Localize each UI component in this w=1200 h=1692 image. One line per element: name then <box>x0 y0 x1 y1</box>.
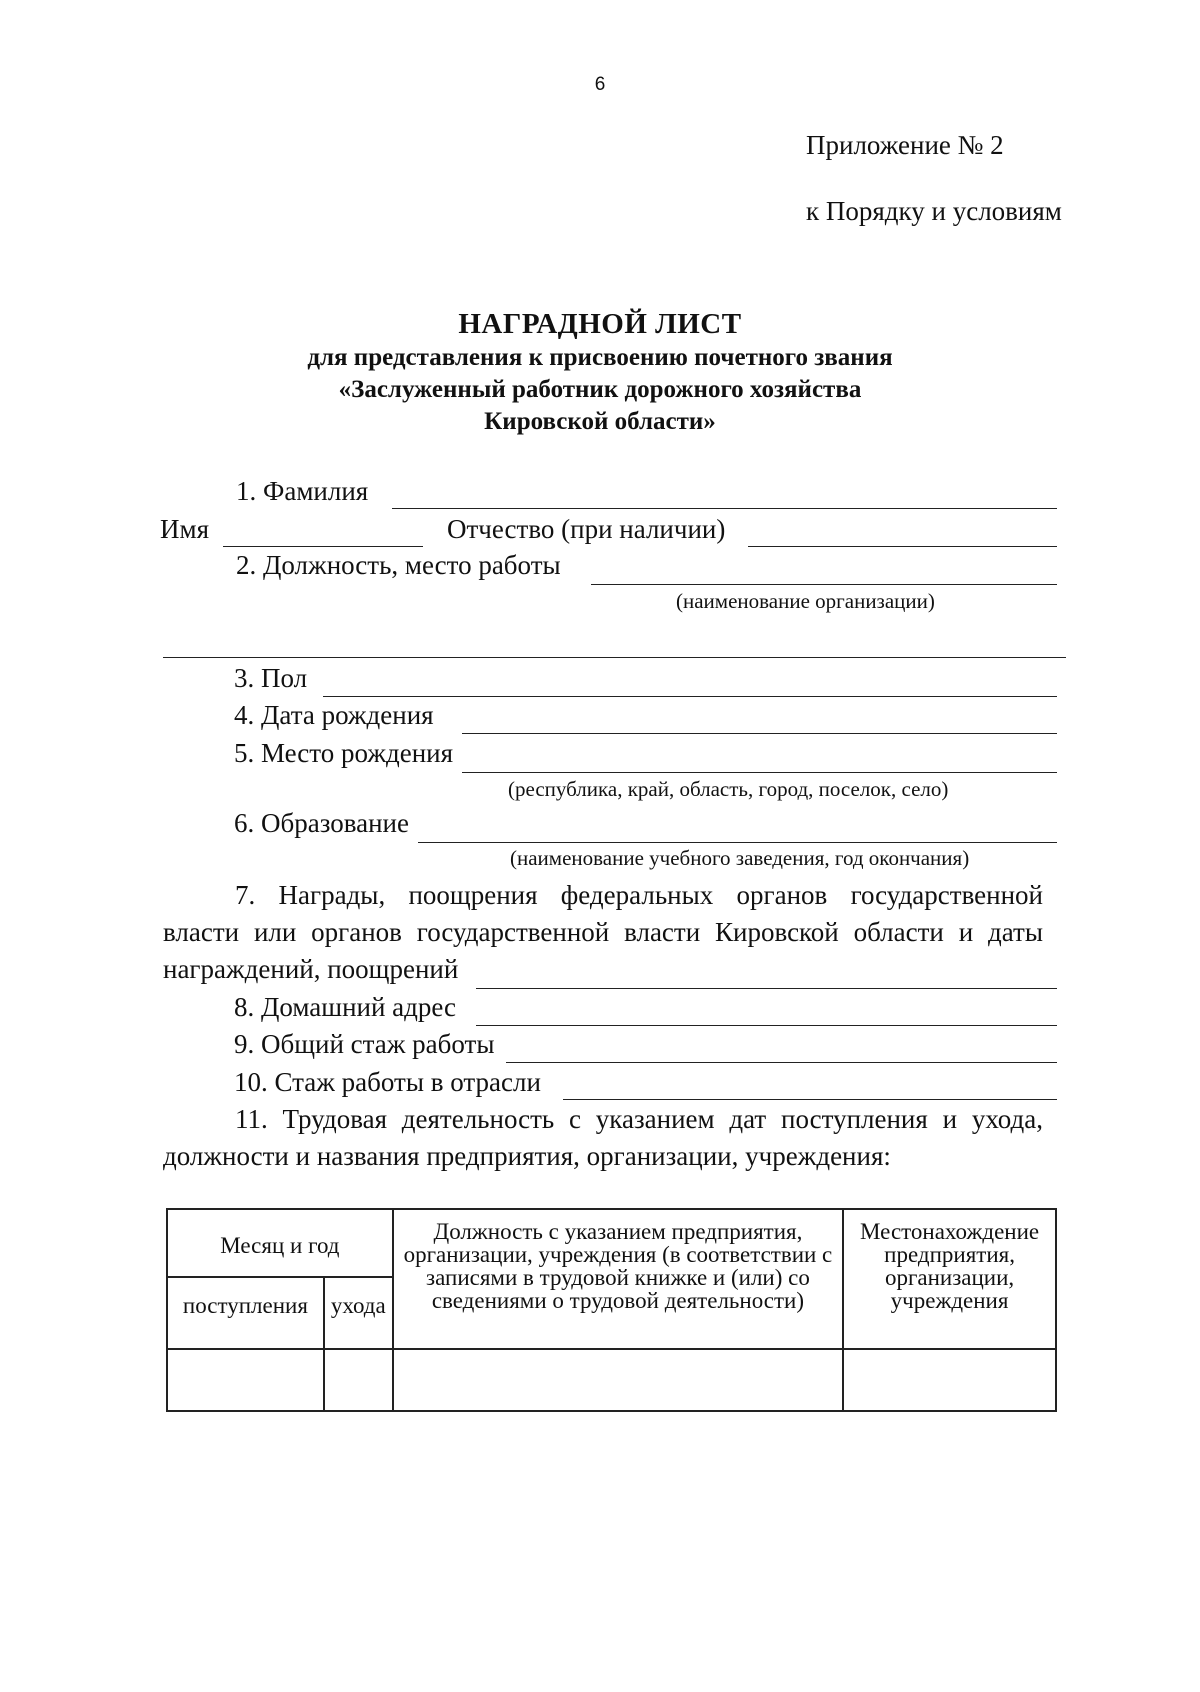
birth-place-hint: (республика, край, область, город, поселок, село) <box>508 777 949 801</box>
first-name-field-line[interactable] <box>223 546 423 547</box>
education-hint: (наименование учебного заведения, год окончания) <box>510 846 970 870</box>
page-number: 6 <box>594 74 606 95</box>
first-name-label: Имя <box>160 514 210 544</box>
position-field-line[interactable] <box>591 584 1057 585</box>
patronymic-field-line[interactable] <box>748 546 1057 547</box>
address-label: 8. Домашний адрес <box>234 992 457 1022</box>
header-month-year-text: Месяц и год <box>220 1232 340 1258</box>
header-entry-text: поступления <box>182 1293 308 1318</box>
title-line-2: «Заслуженный работник дорожного хозяйства <box>338 376 862 403</box>
table-row <box>167 1349 1056 1411</box>
birth-date-field-line[interactable] <box>462 733 1057 734</box>
industry-experience-label: 10. Стаж работы в отрасли <box>234 1067 541 1097</box>
birth-place-label: 5. Место рождения <box>234 738 454 768</box>
title-line-3: Кировской области» <box>484 408 716 435</box>
employment-table <box>166 1208 1057 1412</box>
position-label: 2. Должность, место работы <box>236 550 561 580</box>
birth-place-field-line[interactable] <box>462 772 1057 773</box>
industry-experience-field-line[interactable] <box>563 1099 1057 1100</box>
document-title <box>0 306 1200 438</box>
education-field-line[interactable] <box>418 842 1057 843</box>
position-cell[interactable] <box>393 1349 843 1411</box>
title-line-1: для представления к присвоению почетного звания <box>307 344 893 371</box>
location-cell[interactable] <box>843 1349 1056 1411</box>
education-label: 6. Образование <box>234 808 409 838</box>
sex-field-line[interactable] <box>323 696 1057 697</box>
surname-field-line[interactable] <box>392 508 1057 509</box>
title-main: НАГРАДНОЙ ЛИСТ <box>458 308 742 340</box>
header-position-text: Должность с указанием предприятия, организации, учреждения (в соответствии с записями в трудовой книжке и (или) со сведениями о трудовой деятельности) <box>403 1219 833 1313</box>
awards-label: 7. Награды, поощрения федеральных органов государственной власти или органов государственной власти Кировской области и даты награждений, поощрений <box>163 880 1043 984</box>
address-field-line[interactable] <box>476 1025 1057 1026</box>
header-exit <box>324 1277 393 1349</box>
exit-date-cell[interactable] <box>324 1349 393 1411</box>
total-experience-field-line[interactable] <box>506 1062 1057 1063</box>
header-month-year <box>167 1209 393 1277</box>
header-location <box>843 1209 1056 1349</box>
birth-date-label: 4. Дата рождения <box>234 700 434 730</box>
position-hint: (наименование организации) <box>676 589 935 613</box>
position-continuation-line[interactable] <box>163 657 1066 658</box>
header-location-text: Местонахождение предприятия, организации, учреждения <box>860 1219 1040 1313</box>
header-entry <box>167 1277 324 1349</box>
surname-label: 1. Фамилия <box>236 476 369 506</box>
awards-field-line[interactable] <box>476 988 1057 989</box>
header-exit-text: ухода <box>330 1293 386 1318</box>
header-position <box>393 1209 843 1349</box>
appendix-reference: к Порядку и условиям <box>806 196 1062 226</box>
sex-label: 3. Пол <box>234 663 308 693</box>
employment-history-label: 11. Трудовая деятельность с указанием дат поступления и ухода, должности и названия предприятия, организации, учреждения: <box>163 1104 1043 1171</box>
patronymic-label: Отчество (при наличии) <box>447 514 726 544</box>
appendix-number: Приложение № 2 <box>806 130 1004 160</box>
entry-date-cell[interactable] <box>167 1349 324 1411</box>
total-experience-label: 9. Общий стаж работы <box>234 1029 495 1059</box>
